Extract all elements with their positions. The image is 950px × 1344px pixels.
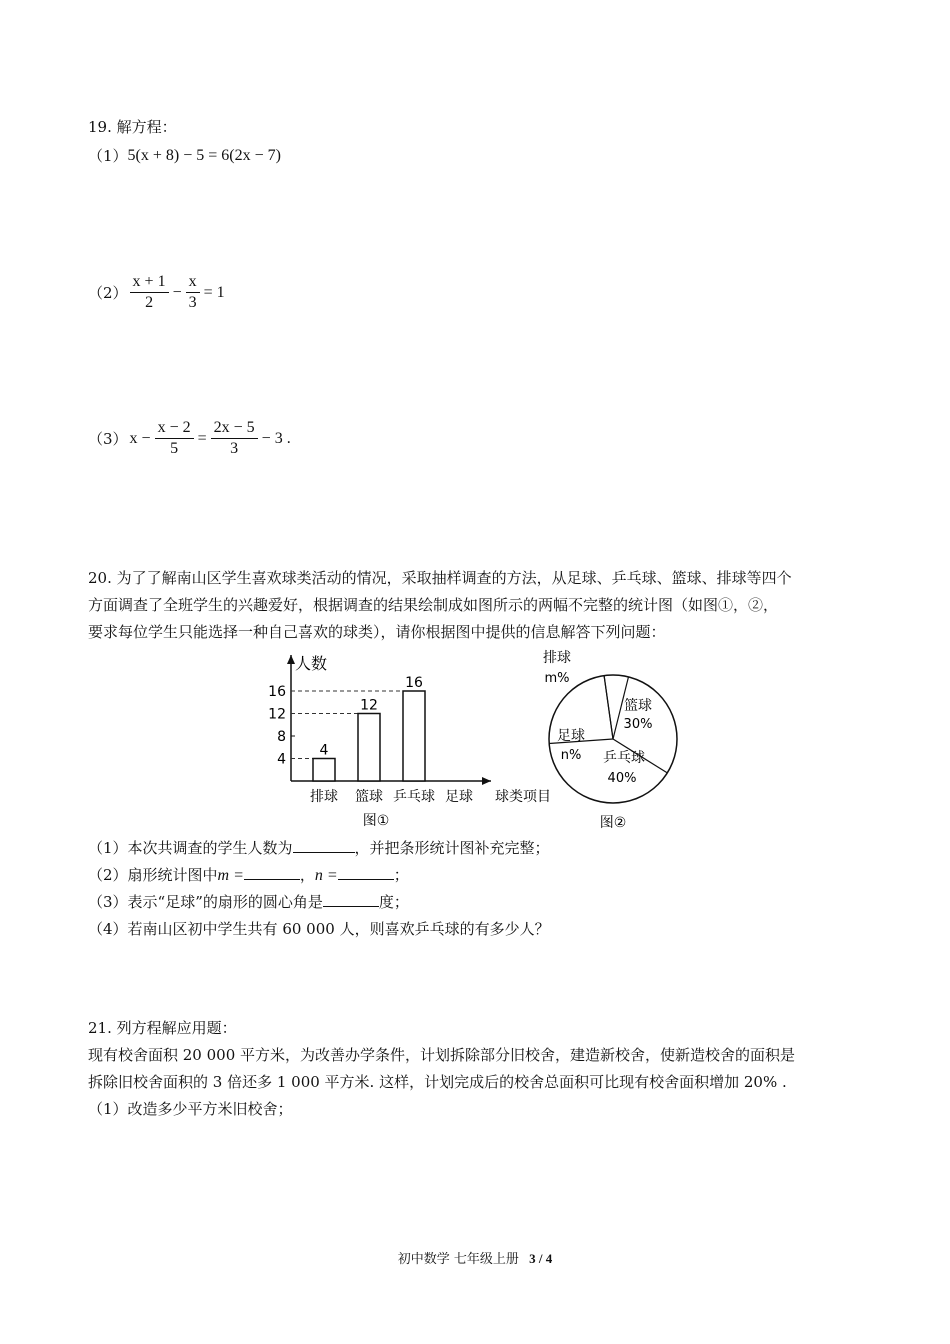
q19-part2-label: （2） — [88, 284, 128, 302]
chart-caption: 图② — [599, 815, 627, 831]
x-category-label: 乒乓球 — [393, 789, 435, 805]
answer-blank[interactable] — [293, 838, 355, 853]
q19-part3-label: （3） — [88, 430, 128, 448]
answer-blank-m[interactable] — [244, 865, 300, 880]
y-tick-label: 8 — [277, 729, 286, 745]
pie-slice-label: 篮球 — [624, 698, 652, 714]
q20-sub-1 — [88, 838, 550, 858]
page-number: 3 / 4 — [529, 1251, 553, 1266]
q19-part3-fraction-1 — [155, 418, 194, 459]
fraction-numerator: x — [186, 272, 200, 293]
pie-slice-percent: m% — [544, 671, 570, 686]
fraction-numerator: 2x − 5 — [211, 418, 258, 439]
equals-sign: = — [197, 429, 207, 447]
q20-line-1: 20. 为了了解南山区学生喜欢球类活动的情况，采取抽样调查的方法，从足球、乒乓球、篮球、排球等四个 — [88, 569, 792, 587]
y-tick-label: 16 — [268, 684, 286, 700]
q21-line-1: 现有校舍面积 20 000 平方米，为改善办学条件，计划拆除部分旧校舍，建造新校舍，使新造校舍的面积是 — [88, 1046, 796, 1064]
footer-subject: 初中数学 七年级上册 — [397, 1252, 519, 1267]
q20-line-2: 方面调查了全班学生的兴趣爱好，根据调查的结果绘制成如图所示的两幅不完整的统计图（如图①，②， — [88, 596, 779, 614]
fraction-numerator: x + 1 — [130, 272, 169, 293]
q20-sub-3-tail: 度； — [378, 893, 409, 911]
semicolon: ； — [393, 866, 409, 884]
pie-slice-label: 乒乓球 — [603, 750, 645, 766]
x-category-label: 排球 — [310, 789, 338, 805]
q20-sub-3-text: （3）表示“足球”的扇形的圆心角是 — [88, 893, 323, 911]
x-axis-arrow-icon — [482, 777, 491, 785]
minus-three: − 3 . — [261, 429, 291, 447]
q19-title: 19. 解方程： — [88, 118, 177, 136]
bar-value-label: 16 — [405, 675, 423, 691]
chart-caption: 图① — [362, 813, 390, 829]
q19-part1 — [88, 145, 281, 166]
q19-part1-equation: 5(x + 8) − 5 = 6(2x − 7) — [127, 146, 281, 164]
bar — [403, 691, 425, 781]
q20-line-3: 要求每位学生只能选择一种自己喜欢的球类），请你根据图中提供的信息解答下列问题： — [88, 623, 666, 641]
q20-sub-4: （4）若南山区初中学生共有 60 000 人，则喜欢乒乓球的有多少人？ — [88, 920, 550, 938]
q19-part2-fraction-1 — [130, 272, 169, 313]
pie-chart — [535, 642, 695, 837]
pie-slice-label: 足球 — [557, 728, 585, 744]
q19-part2 — [88, 272, 227, 313]
y-tick-label: 12 — [268, 706, 286, 723]
q19-part2-fraction-2 — [186, 272, 200, 313]
q21-title: 21. 列方程解应用题： — [88, 1019, 237, 1037]
q19-part3-fraction-2 — [211, 418, 258, 459]
pie-chart-marks — [543, 649, 677, 831]
q20-sub-3 — [88, 892, 409, 912]
q20-sub-1-text: （1）本次共调查的学生人数为 — [88, 839, 293, 857]
answer-blank-angle[interactable] — [323, 892, 379, 907]
fraction-denominator: 2 — [145, 294, 154, 311]
q20-sub-1-tail: ，并把条形统计图补充完整； — [354, 839, 550, 857]
equals-one: = 1 — [203, 283, 225, 301]
pie-slice-percent: n% — [560, 748, 582, 763]
x-minus: x − — [129, 429, 151, 447]
y-axis-arrow-icon — [287, 655, 295, 664]
q20-sub-2 — [88, 865, 409, 886]
y-tick-label: 4 — [277, 751, 286, 768]
bar-chart — [255, 645, 565, 835]
q21-line-2: 拆除旧校舍面积的 3 倍还多 1 000 平方米. 这样，计划完成后的校舍总面积可比现有校舍面积增加 20% . — [88, 1073, 787, 1091]
m-equals: m = — [217, 867, 244, 884]
fraction-denominator: 3 — [230, 440, 239, 457]
x-category-label: 足球 — [445, 789, 473, 805]
pie-slice-percent: 30% — [623, 717, 653, 732]
bar-chart-marks — [268, 654, 551, 829]
q19-part1-label: （1） — [88, 147, 128, 165]
pie-slice-percent: 40% — [607, 771, 637, 786]
bar — [358, 714, 380, 782]
bar-value-label: 12 — [360, 697, 378, 714]
pie-slice-label: 排球 — [543, 650, 571, 666]
q20-sub-2-text: （2）扇形统计图中 — [88, 866, 218, 884]
y-axis-label: 人数 — [295, 654, 328, 673]
fraction-numerator: x − 2 — [155, 418, 194, 439]
q21-sub-1: （1）改造多少平方米旧校舍； — [88, 1100, 293, 1118]
bar-value-label: 4 — [319, 742, 329, 759]
comma: ， — [299, 866, 315, 884]
minus-sign: − — [172, 283, 182, 301]
bar — [313, 759, 335, 782]
x-category-label: 篮球 — [355, 789, 383, 805]
n-equals: n = — [314, 867, 338, 884]
fraction-denominator: 5 — [170, 440, 179, 457]
x-axis-label: 球类项目 — [495, 789, 551, 805]
answer-blank-n[interactable] — [338, 865, 394, 880]
fraction-denominator: 3 — [188, 294, 197, 311]
q19-part3 — [88, 418, 293, 459]
page-footer — [0, 1248, 950, 1267]
